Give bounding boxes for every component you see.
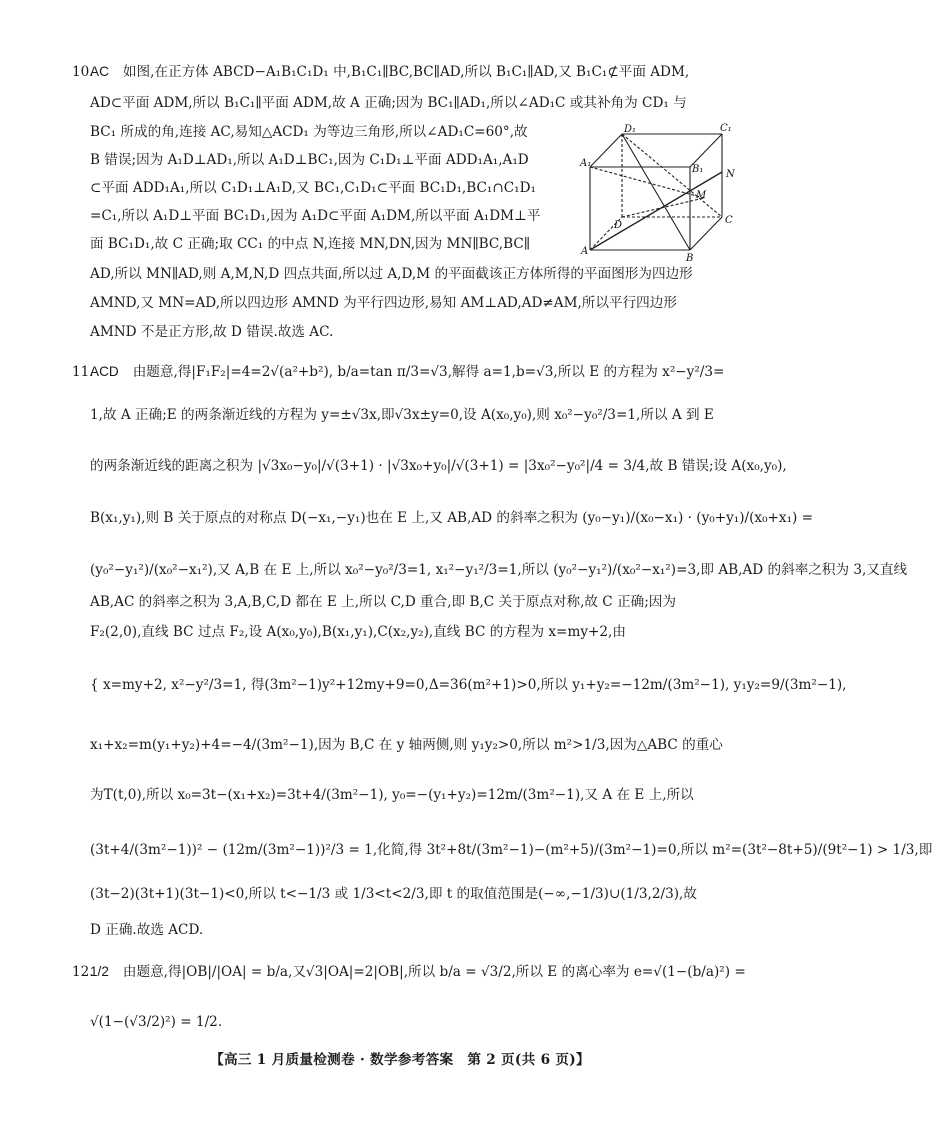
q10-line-8: AD,所以 MN∥AD,则 A,M,N,D 四点共面,所以过 A,D,M 的平面截该正方体所得的平面图形为四边形 xyxy=(90,266,693,282)
q10-line-7: 面 BC₁D₁,故 C 正确;取 CC₁ 的中点 N,连接 MN,DN,因为 MN∥BC,BC∥ xyxy=(90,236,531,252)
diagonal-A1M xyxy=(590,167,704,198)
label-C1: C₁ xyxy=(720,123,732,134)
edge xyxy=(690,134,722,167)
label-D1: D₁ xyxy=(624,124,637,135)
edge xyxy=(590,134,622,167)
label-D: D xyxy=(614,220,623,231)
q10-line-4: B 错误;因为 A₁D⊥AD₁,所以 A₁D⊥BC₁,因为 C₁D₁⊥平面 ADD₁A₁,A₁D xyxy=(90,152,529,168)
q11-line-10: 为T(t,0),所以 x₀=3t−(x₁+x₂)=3t+4/(3m²−1), y₀=−(y₁+y₂)=12m/(3m²−1),又 A 在 E 上,所以 xyxy=(90,787,694,803)
q10-number: 10. xyxy=(72,64,94,80)
q12-line-2: √(1−(√3/2)²) = 1/2. xyxy=(90,1014,223,1030)
q11-line-1: ACD 由题意,得|F₁F₂|=4=2√(a²+b²), b/a=tan π/3=√3,解得 a=1,b=√3,所以 E 的方程为 x²−y²/3= xyxy=(90,364,725,380)
label-N: N xyxy=(726,169,735,180)
diagonal-AN xyxy=(590,172,722,250)
q10-line-10: AMND 不是正方形,故 D 错误.故选 AC. xyxy=(90,324,334,340)
q11-line-12: (3t−2)(3t+1)(3t−1)<0,所以 t<−1/3 或 1/3<t<2/3,即 t 的取值范围是(−∞,−1/3)∪(1/3,2/3),故 xyxy=(90,886,697,902)
q11-number: 11. xyxy=(72,364,94,380)
diagonal-DM xyxy=(622,198,704,217)
q11-line-3: 的两条渐近线的距离之积为 |√3x₀−y₀|/√(3+1) · |√3x₀+y₀|/√(3+1) = |3x₀²−y₀²|/4 = 3/4,故 B 错误;设 A(x₀,y₀), xyxy=(90,458,787,474)
q10-answer: AC xyxy=(90,64,109,79)
q11-line-6: AB,AC 的斜率之积为 3,A,B,C,D 都在 E 上,所以 C,D 重合,即 B,C 关于原点对称,故 C 正确;因为 xyxy=(90,594,676,610)
label-A1: A₁ xyxy=(580,158,592,169)
q11-line-13: D 正确.故选 ACD. xyxy=(90,922,204,938)
q10-line-9: AMND,又 MN=AD,所以四边形 AMND 为平行四边形,易知 AM⊥AD,AD≠AM,所以平行四边形 xyxy=(90,295,677,311)
q10-line-5: ⊂平面 ADD₁A₁,所以 C₁D₁⊥A₁D,又 BC₁,C₁D₁⊂平面 BC₁D₁,BC₁∩C₁D₁ xyxy=(90,180,536,196)
q11-line-2: 1,故 A 正确;E 的两条渐近线的方程为 y=±√3x,即√3x±y=0,设 A(x₀,y₀),则 x₀²−y₀²/3=1,所以 A 到 E xyxy=(90,407,714,423)
label-A: A xyxy=(581,246,589,257)
label-B: B xyxy=(686,253,694,264)
q11-line-7: F₂(2,0),直线 BC 过点 F₂,设 A(x₀,y₀),B(x₁,y₁),C(x₂,y₂),直线 BC 的方程为 x=my+2,由 xyxy=(90,624,626,640)
page-footer: 【高三 1 月质量检测卷 · 数学参考答案 第 2 页(共 6 页)】 xyxy=(210,1052,590,1068)
q12-number: 12. xyxy=(72,964,94,980)
q12-line-1: 1/2 由题意,得|OB|/|OA| = b/a,又√3|OA|=2|OB|,所以 b/a = √3/2,所以 E 的离心率为 e=√(1−(b/a)²) = xyxy=(90,964,746,980)
q10-line-6: =C₁,所以 A₁D⊥平面 BC₁D₁,因为 A₁D⊂平面 A₁DM,所以平面 A₁DM⊥平 xyxy=(90,208,541,224)
q11-line-8: { x=my+2, x²−y²/3=1, 得(3m²−1)y²+12my+9=0,Δ=36(m²+1)>0,所以 y₁+y₂=−12m/(3m²−1), y₁y₂=9/(3m²−1), xyxy=(90,677,847,693)
q11-line-5: (y₀²−y₁²)/(x₀²−x₁²),又 A,B 在 E 上,所以 x₀²−y₀²/3=1, x₁²−y₁²/3=1,所以 (y₀²−y₁²)/(x₀²−x₁²)=3,即 AB,AD 的斜率之积为 3,又直线 xyxy=(90,562,908,578)
cube-figure xyxy=(580,122,740,262)
q10-line-2: AD⊂平面 ADM,所以 B₁C₁∥平面 ADM,故 A 正确;因为 BC₁∥AD₁,所以∠AD₁C 或其补角为 CD₁ 与 xyxy=(90,95,687,111)
label-C: C xyxy=(725,215,733,226)
q11-line-9: x₁+x₂=m(y₁+y₂)+4=−4/(3m²−1),因为 B,C 在 y 轴两侧,则 y₁y₂>0,所以 m²>1/3,因为△ABC 的重心 xyxy=(90,737,723,753)
q12-answer: 1/2 xyxy=(90,964,109,979)
q11-line-11: (3t+4/(3m²−1))² − (12m/(3m²−1))²/3 = 1,化简,得 3t²+8t/(3m²−1)−(m²+5)/(3m²−1)=0,所以 m²=(3t²−8t+5)/(9t²−1) > 1/3,即 xyxy=(90,842,932,858)
q10-line-3: BC₁ 所成的角,连接 AC,易知△ACD₁ 为等边三角形,所以∠AD₁C=60°,故 xyxy=(90,124,528,140)
q11-answer: ACD xyxy=(90,364,119,379)
label-B1: B₁ xyxy=(692,164,704,175)
label-M: M xyxy=(696,190,707,201)
q10-line-1: AC 如图,在正方体 ABCD−A₁B₁C₁D₁ 中,B₁C₁∥BC,BC∥AD,所以 B₁C₁∥AD,又 B₁C₁⊄平面 ADM, xyxy=(90,64,690,80)
diagonal-D1B xyxy=(622,134,690,250)
edge xyxy=(690,217,722,250)
q11-line-4: B(x₁,y₁),则 B 关于原点的对称点 D(−x₁,−y₁)也在 E 上,又 AB,AD 的斜率之积为 (y₀−y₁)/(x₀−x₁) · (y₀+y₁)/(x₀+x₁) = xyxy=(90,510,814,526)
diagonal-D1C xyxy=(622,134,722,217)
